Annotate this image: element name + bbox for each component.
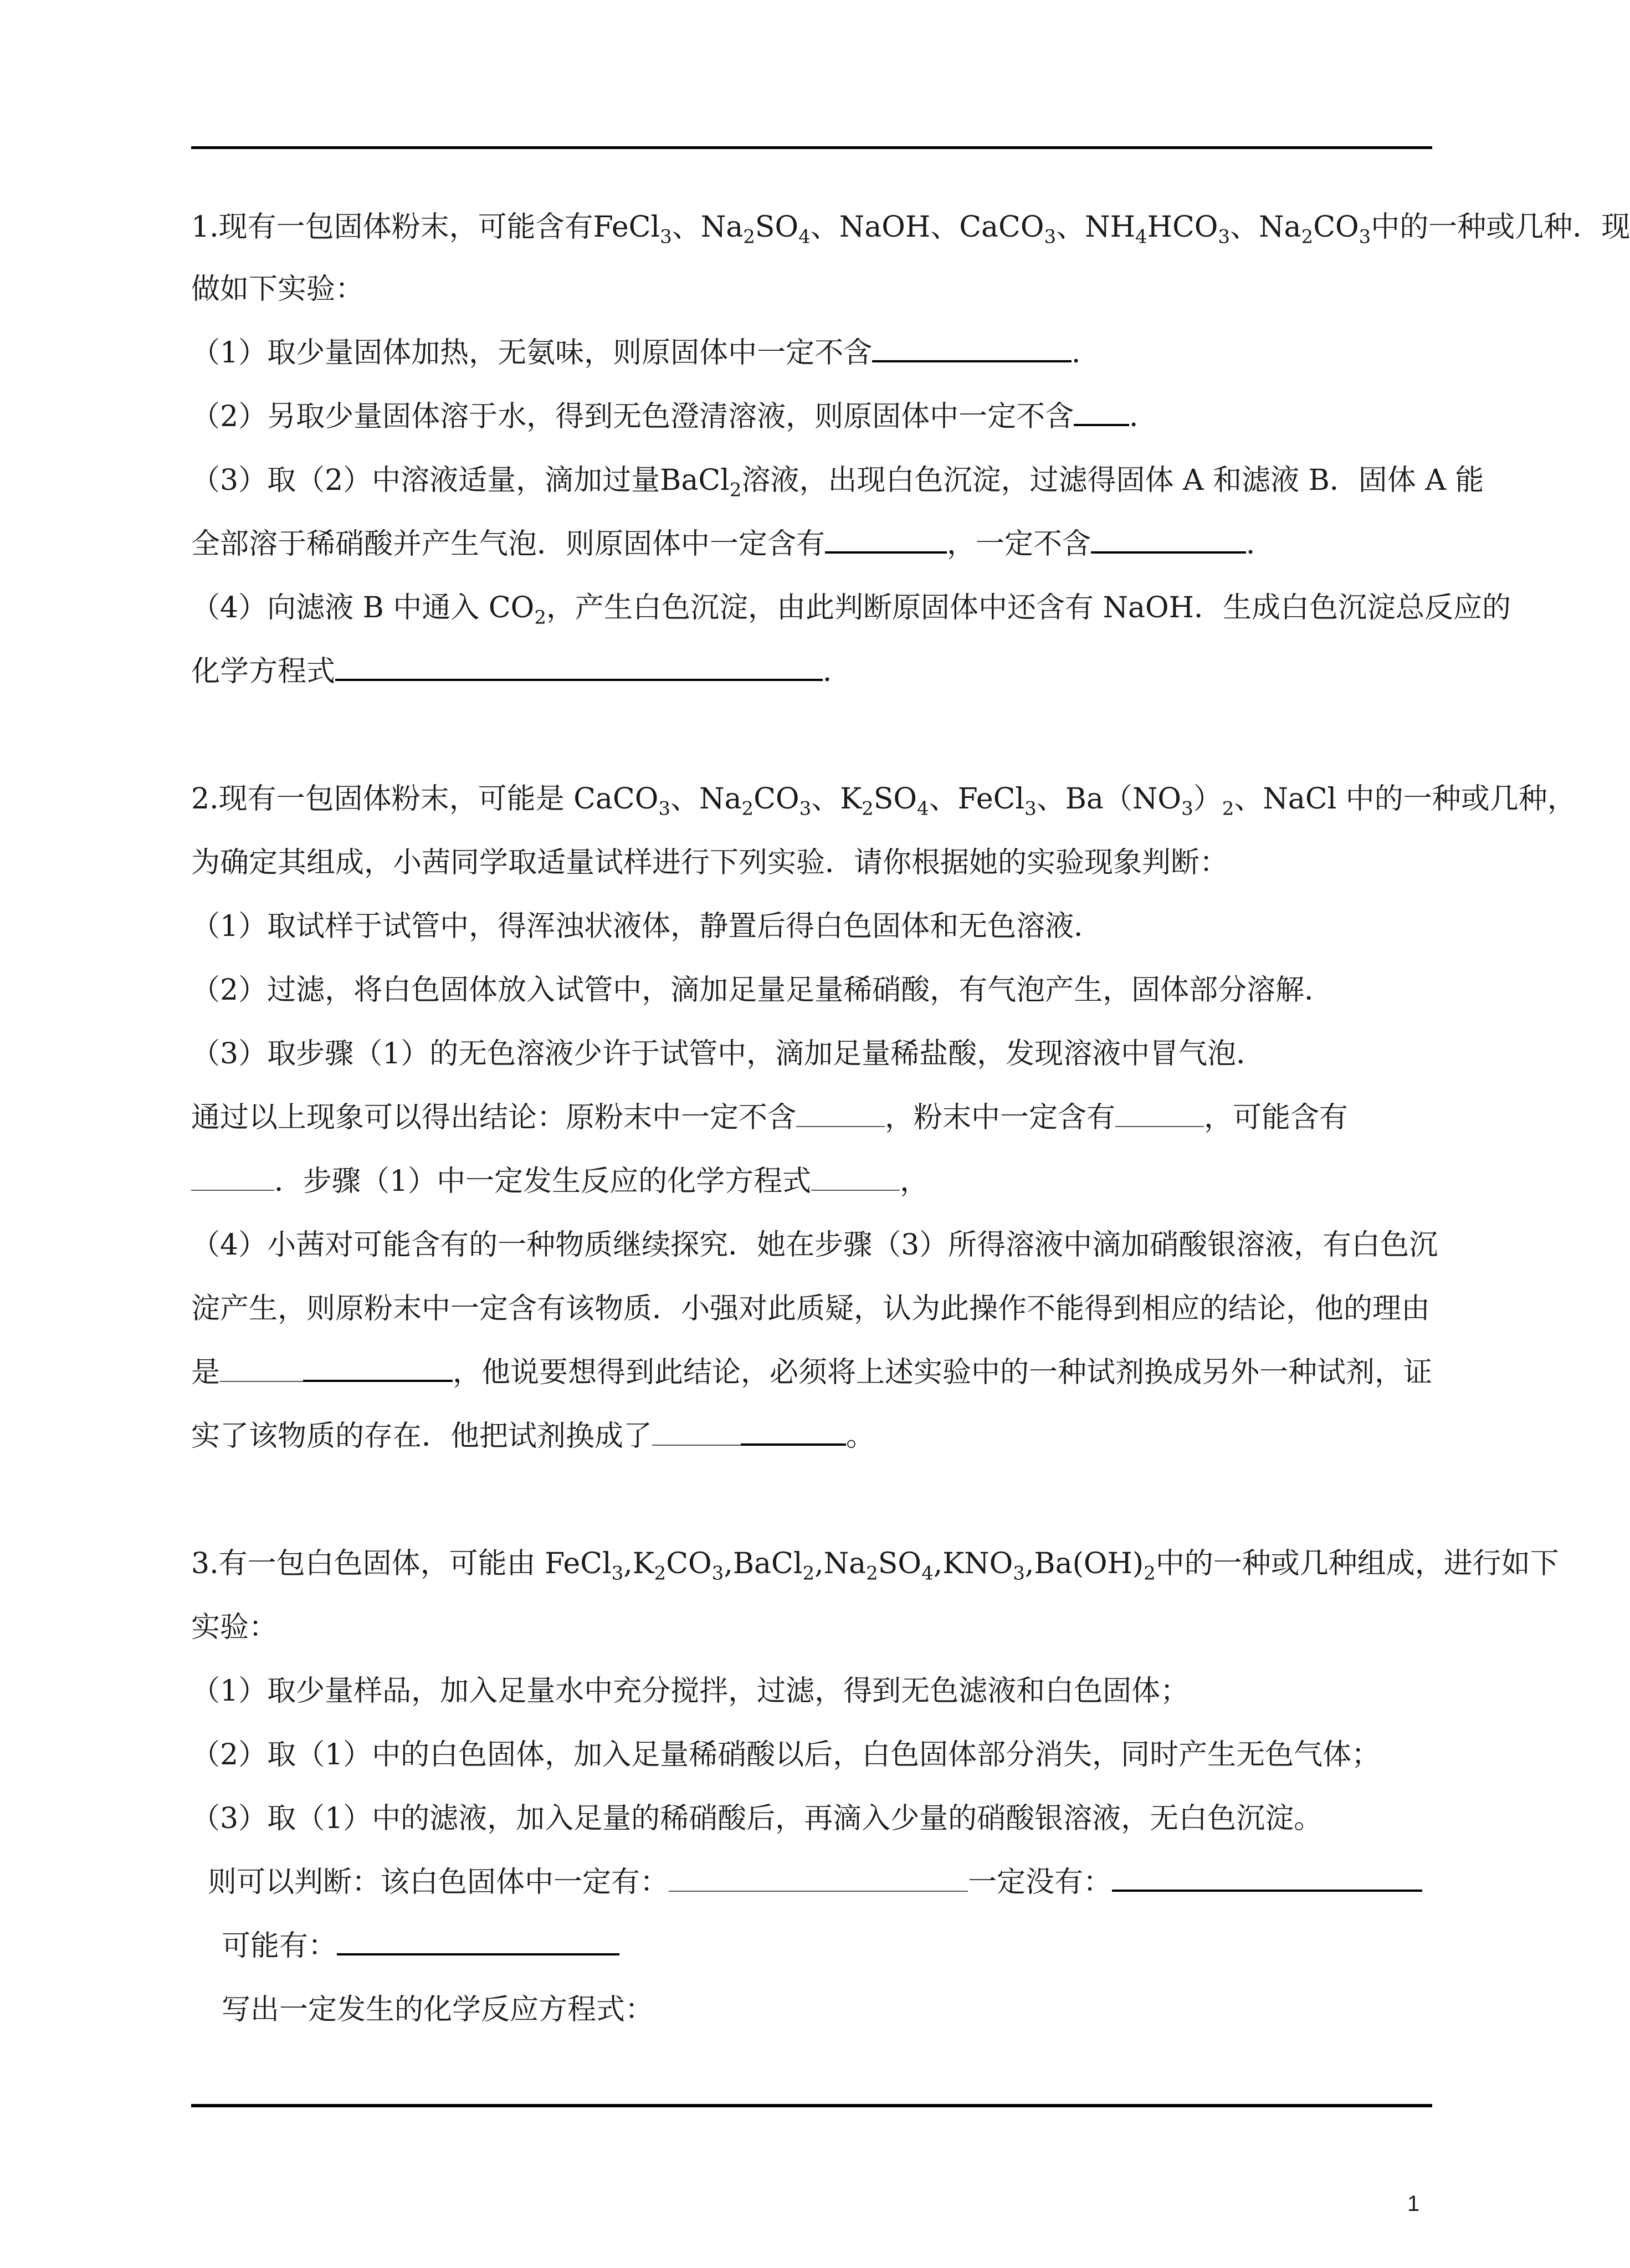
q2-intro-line1: 2.现有一包固体粉末，可能是 CaCO$_3$、$Na_2CO_3$、$K_2SO_4$、FeCl$_3$、$Ba(NO_3)_2$、NaCl 中的一种或几种，	[191, 782, 1576, 820]
page-number: 1	[1407, 2192, 1420, 2216]
q2-step4-line1: （4）小茜对可能含有的一种物质继续探究．她在步骤（3）所得溶液中滴加硝酸银溶液，有白色沉	[191, 1228, 1438, 1262]
q3-step3: （3）取（1）中的滤液，加入足量的稀硝酸后，再滴入少量的硝酸银溶液，无白色沉淀。	[191, 1802, 1323, 1835]
q3-step2: （2）取（1）中的白色固体，加入足量稀硝酸以后，白色固体部分消失，同时产生无色气体；	[191, 1738, 1381, 1772]
q1-intro-line1: 1.现有一包固体粉末，可能含有FeCl$_3$、$Na_2SO_4$、NaOH、CaCO$_3$、$NH_4HCO_3$、$Na_2CO_3$中的一种或几种．现	[191, 211, 1630, 248]
q2-answer-blank-3[interactable]	[191, 1165, 274, 1191]
q2-answer-blank-8[interactable]	[741, 1419, 846, 1446]
q3-step1: （1）取少量样品，加入足量水中充分搅拌，过滤，得到无色滤液和白色固体；	[191, 1675, 1190, 1708]
q3-answer-blank-2[interactable]	[1112, 1865, 1422, 1892]
q2-conclusion-line2: ．步骤（1）中一定发生反应的化学方程式 ，	[191, 1164, 929, 1199]
q1-answer-blank-4[interactable]	[1091, 527, 1246, 554]
q2-step4-line4: 实了该物质的存在．他把试剂换成了 。	[191, 1420, 875, 1453]
q2-step1: （1）取试样于试管中，得浑浊状液体，静置后得白色固体和无色溶液．	[191, 910, 1103, 943]
q3-intro-line1: 3.有一包白色固体，可能由 $FeCl_3,K_2CO_3,BaCl_2,Na_2SO_4,KNO_3,Ba(OH)_2$中的一种或几种组成，进行如下	[191, 1547, 1559, 1585]
q2-answer-blank-4[interactable]	[811, 1165, 900, 1191]
q2-answer-blank-7[interactable]	[652, 1420, 741, 1446]
q3-answer-blank-3[interactable]	[337, 1929, 619, 1955]
q1-answer-blank-3[interactable]	[825, 527, 947, 554]
q1-step4-line1: （4）向滤液 B 中通入 $CO_2$，产生白色沉淀，由此判断原固体中还含有 NaOH．生成白色沉淀总反应的	[191, 591, 1511, 629]
q1-intro-line2: 做如下实验：	[191, 273, 365, 306]
q2-answer-blank-5[interactable]	[220, 1356, 303, 1382]
q1-step4-line2: 化学方程式 ．	[191, 655, 852, 688]
q2-step2: （2）过滤，将白色固体放入试管中，滴加足量足量稀硝酸，有气泡产生，固体部分溶解．	[191, 974, 1334, 1007]
q1-answer-blank-5[interactable]	[335, 654, 823, 681]
q3-answer-blank-1[interactable]	[669, 1866, 968, 1892]
q2-answer-blank-1[interactable]	[796, 1102, 885, 1127]
q2-intro-line2: 为确定其组成，小茜同学取适量试样进行下列实验．请你根据她的实验现象判断：	[191, 846, 1229, 879]
q2-conclusion-line1: 通过以上现象可以得出结论：原粉末中一定不含 ，粉末中一定含有 ，可能含有	[191, 1101, 1349, 1134]
q2-step3: （3）取步骤（1）的无色溶液少许于试管中，滴加足量稀盐酸，发现溶液中冒气泡．	[191, 1037, 1265, 1071]
q3-judgement-line1: 则可以判断：该白色固体中一定有： 一定没有：	[208, 1865, 1422, 1900]
q1-answer-blank-2[interactable]	[1074, 400, 1129, 426]
q1-answer-blank-1[interactable]	[872, 336, 1072, 362]
q3-intro-line2: 实验：	[191, 1611, 278, 1644]
q1-step3-line2: 全部溶于稀硝酸并产生气泡．则原固体中一定含有 ，一定不含 ．	[191, 528, 1275, 561]
q2-answer-blank-6[interactable]	[303, 1355, 453, 1382]
header-rule	[191, 146, 1432, 149]
q2-step4-line3: 是 ，他说要想得到此结论，必须将上述实验中的一种试剂换成另外一种试剂，证	[191, 1356, 1433, 1389]
q2-answer-blank-2[interactable]	[1115, 1102, 1204, 1127]
q1-step2: （2）另取少量固体溶于水，得到无色澄清溶液，则原固体中一定不含 ．	[191, 400, 1159, 433]
q1-step3-line1: （3）取（2）中溶液适量，滴加过量BaCl$_2$溶液，出现白色沉淀，过滤得固体 A 和滤液 B．固体 A 能	[191, 464, 1484, 501]
q3-judgement-line2: 可能有：	[222, 1928, 619, 1964]
footer-rule	[191, 2104, 1432, 2107]
q3-judgement-line3: 写出一定发生的化学反应方程式：	[222, 1993, 654, 2026]
q2-step4-line2: 淀产生，则原粉末中一定含有该物质．小强对此质疑，认为此操作不能得到相应的结论，他的理由	[191, 1292, 1431, 1325]
q1-step1: （1）取少量固体加热，无氨味，则原固体中一定不含 ．	[191, 336, 1101, 370]
